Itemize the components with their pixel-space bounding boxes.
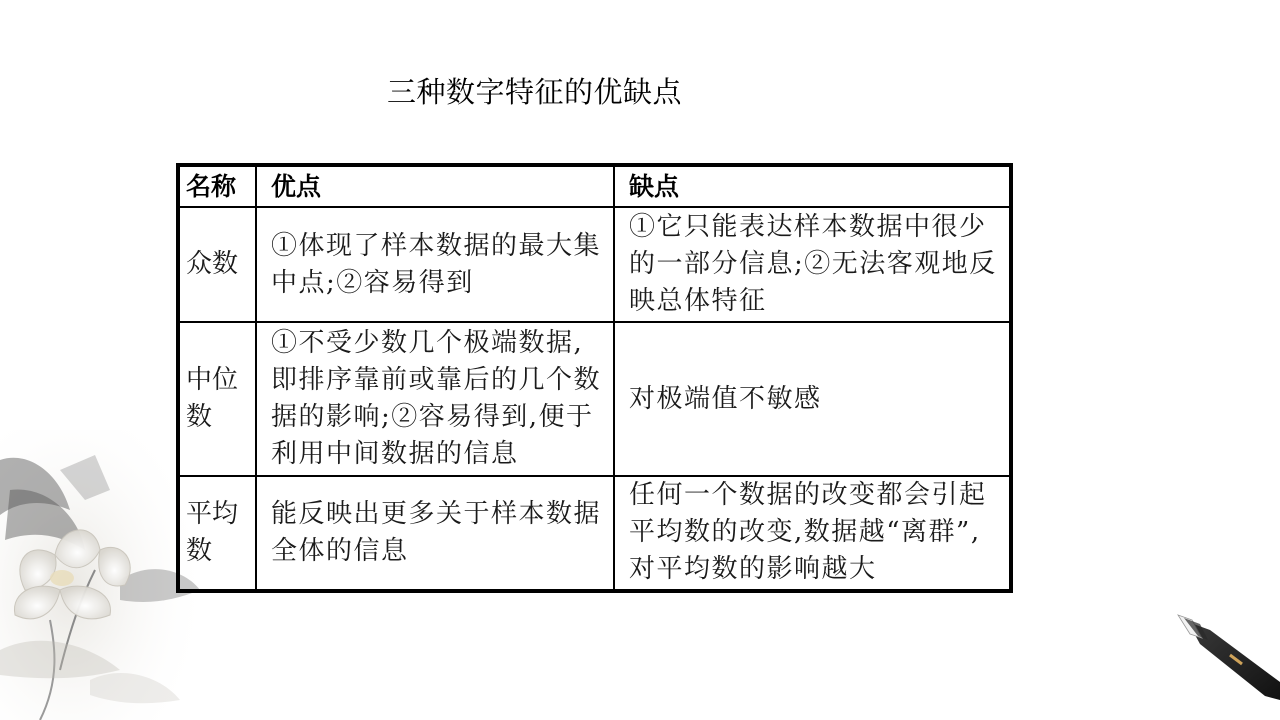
table-header-row bbox=[178, 165, 1011, 207]
row-name-mode: 众数 bbox=[178, 207, 256, 322]
table-row bbox=[178, 322, 1011, 475]
table-row bbox=[178, 476, 1011, 591]
lotus-ink-painting-icon bbox=[0, 430, 200, 720]
comparison-table-container bbox=[176, 163, 1009, 593]
row-disadvantages-mode: ①它只能表达样本数据中很少的一部分信息;②无法客观地反映总体特征 bbox=[614, 207, 1011, 322]
calligraphy-brush-icon bbox=[1170, 600, 1280, 720]
row-disadvantages-median: 对极端值不敏感 bbox=[614, 322, 1011, 475]
row-advantages-median: ①不受少数几个极端数据,即排序靠前或靠后的几个数据的影响;②容易得到,便于利用中间数据的信息 bbox=[256, 322, 614, 475]
row-advantages-mode: ①体现了样本数据的最大集中点;②容易得到 bbox=[256, 207, 614, 322]
row-name-mean: 平均数 bbox=[178, 476, 256, 591]
header-advantages: 优点 bbox=[256, 165, 614, 207]
row-name-median: 中位数 bbox=[178, 322, 256, 475]
table-row bbox=[178, 207, 1011, 322]
slide-title: 三种数字特征的优缺点 bbox=[387, 75, 683, 109]
comparison-table bbox=[176, 163, 1013, 593]
row-advantages-mean: 能反映出更多关于样本数据全体的信息 bbox=[256, 476, 614, 591]
header-disadvantages: 缺点 bbox=[614, 165, 1011, 207]
header-name: 名称 bbox=[178, 165, 256, 207]
row-disadvantages-mean: 任何一个数据的改变都会引起平均数的改变,数据越“离群”,对平均数的影响越大 bbox=[614, 476, 1011, 591]
